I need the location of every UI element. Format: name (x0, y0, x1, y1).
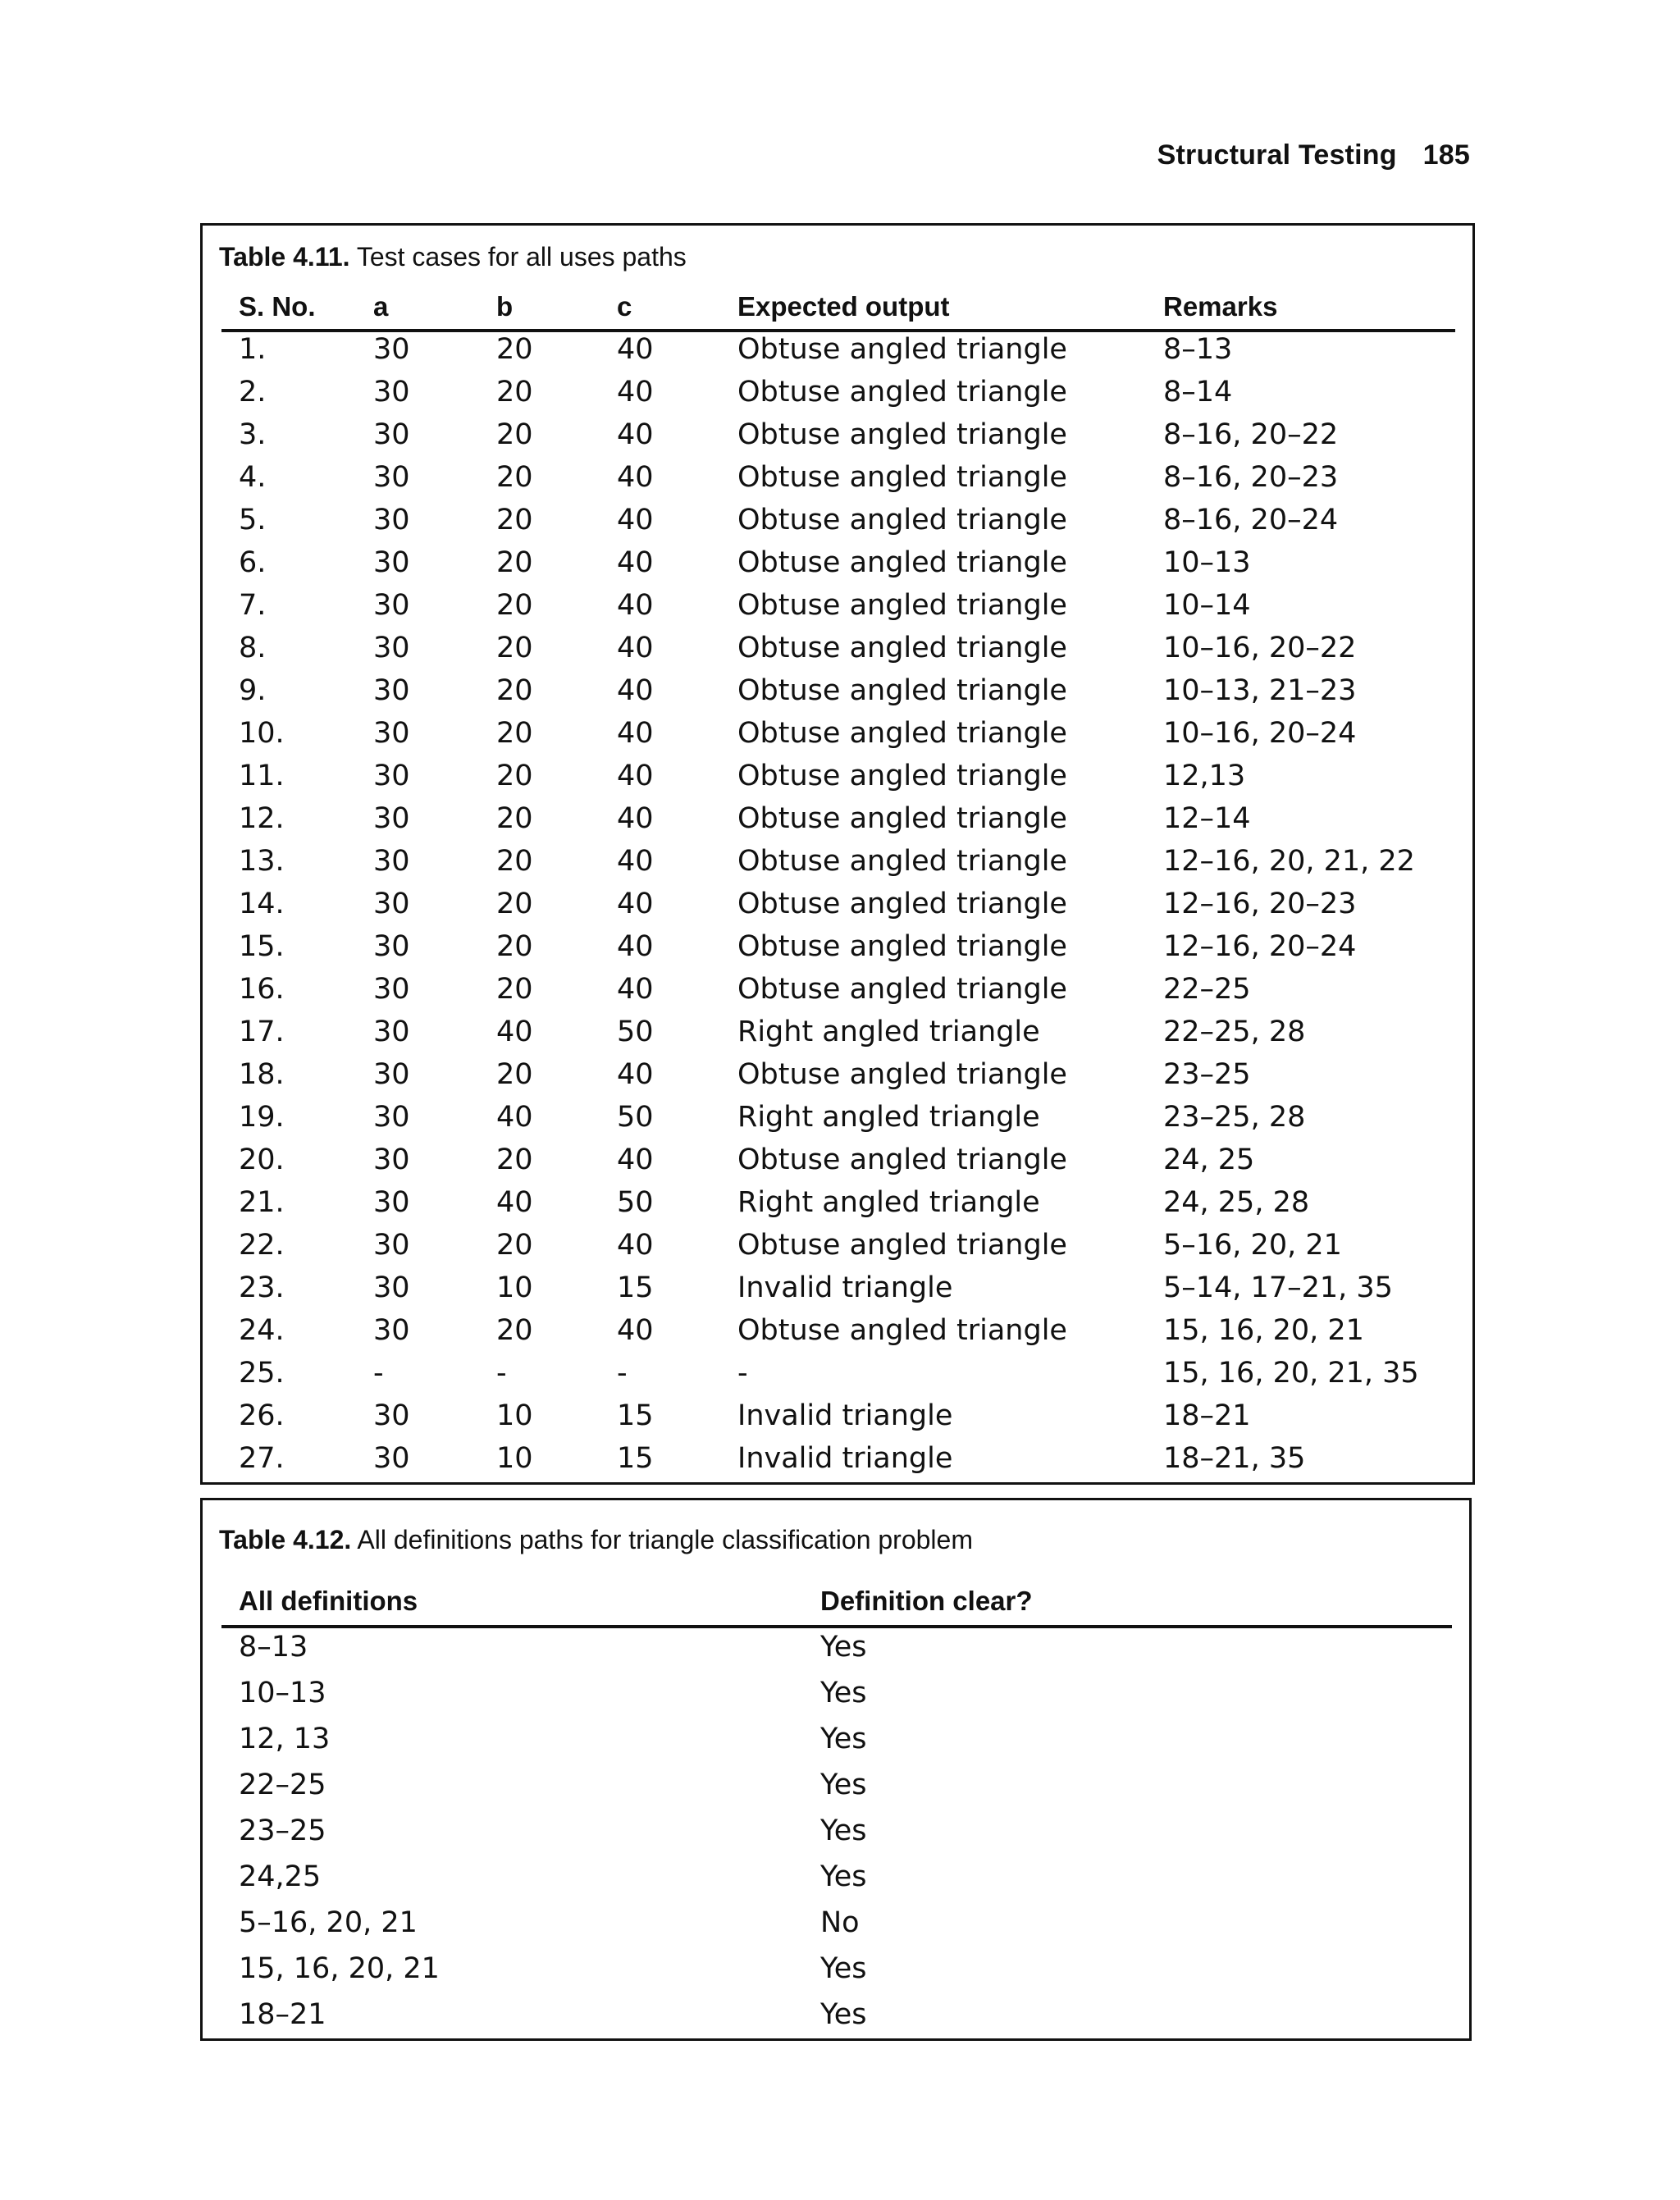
cell-s-no: 11. (239, 760, 285, 792)
cell-c: 40 (617, 802, 654, 835)
cell-a: 30 (373, 632, 410, 664)
cell-c: 40 (617, 418, 654, 451)
cell-b: 20 (496, 674, 533, 707)
table-row (203, 887, 1472, 929)
cell-a: 30 (373, 1058, 410, 1091)
cell-remarks: 10–16, 20–22 (1163, 632, 1357, 664)
cell-expected-output: Obtuse angled triangle (737, 973, 1067, 1006)
cell-b: 10 (496, 1399, 533, 1432)
table-caption (219, 242, 687, 272)
table-row (203, 545, 1472, 588)
table-row (203, 1722, 1469, 1768)
column-header-c: c (617, 291, 632, 322)
cell-b: 20 (496, 930, 533, 963)
page-number: 185 (1422, 139, 1470, 171)
cell-all-definitions: 12, 13 (239, 1723, 331, 1755)
cell-definition-clear: Yes (820, 1952, 867, 1985)
cell-remarks: 8–16, 20–23 (1163, 461, 1339, 494)
cell-b: 20 (496, 1143, 533, 1176)
cell-c: 40 (617, 1314, 654, 1347)
cell-definition-clear: Yes (820, 1860, 867, 1893)
cell-c: 40 (617, 589, 654, 622)
cell-all-definitions: 18–21 (239, 1998, 326, 2031)
column-header-s-no: S. No. (239, 291, 316, 322)
cell-expected-output: Obtuse angled triangle (737, 1229, 1067, 1262)
table-row (203, 1015, 1472, 1057)
cell-s-no: 12. (239, 802, 285, 835)
cell-c: 40 (617, 674, 654, 707)
cell-a: 30 (373, 1016, 410, 1048)
cell-b: 10 (496, 1271, 533, 1304)
header-rule (221, 1625, 1452, 1628)
cell-remarks: 24, 25, 28 (1163, 1186, 1310, 1219)
cell-b: 20 (496, 546, 533, 579)
table-row (203, 1814, 1469, 1860)
cell-expected-output: Obtuse angled triangle (737, 1058, 1067, 1091)
cell-remarks: 12–16, 20–23 (1163, 888, 1357, 920)
table-row (203, 1313, 1472, 1356)
column-header-b: b (496, 291, 514, 322)
cell-c: 15 (617, 1442, 654, 1475)
table-row (203, 1906, 1469, 1951)
cell-c: 40 (617, 1143, 654, 1176)
column-header-expected-output: Expected output (737, 291, 950, 322)
cell-expected-output: Right angled triangle (737, 1186, 1040, 1219)
cell-expected-output: Right angled triangle (737, 1016, 1040, 1048)
cell-expected-output: Invalid triangle (737, 1399, 953, 1432)
table-row (203, 503, 1472, 545)
cell-remarks: 22–25 (1163, 973, 1251, 1006)
cell-definition-clear: Yes (820, 1723, 867, 1755)
table-title: Test cases for all uses paths (356, 242, 687, 272)
cell-c: 50 (617, 1016, 654, 1048)
cell-a: 30 (373, 845, 410, 878)
cell-c: 40 (617, 1058, 654, 1091)
cell-a: 30 (373, 1271, 410, 1304)
cell-s-no: 6. (239, 546, 267, 579)
cell-b: 20 (496, 1058, 533, 1091)
cell-remarks: 23–25 (1163, 1058, 1251, 1091)
cell-c: 40 (617, 930, 654, 963)
cell-a: 30 (373, 760, 410, 792)
cell-expected-output: Obtuse angled triangle (737, 418, 1067, 451)
table-row (203, 929, 1472, 972)
cell-a: 30 (373, 376, 410, 409)
table-row (203, 375, 1472, 418)
cell-all-definitions: 8–13 (239, 1631, 308, 1664)
cell-expected-output: Obtuse angled triangle (737, 717, 1067, 750)
cell-c: 50 (617, 1186, 654, 1219)
table-row (203, 588, 1472, 631)
table-row (203, 1676, 1469, 1722)
cell-a: 30 (373, 589, 410, 622)
table-row (203, 1057, 1472, 1100)
cell-remarks: 5–14, 17–21, 35 (1163, 1271, 1393, 1304)
cell-expected-output: Obtuse angled triangle (737, 1143, 1067, 1176)
cell-remarks: 15, 16, 20, 21 (1163, 1314, 1364, 1347)
cell-s-no: 14. (239, 888, 285, 920)
cell-a: 30 (373, 1143, 410, 1176)
cell-b: 20 (496, 632, 533, 664)
cell-a: 30 (373, 674, 410, 707)
column-header-definition-clear: Definition clear? (820, 1586, 1033, 1616)
cell-a: 30 (373, 1229, 410, 1262)
cell-s-no: 19. (239, 1101, 285, 1134)
cell-expected-output: Invalid triangle (737, 1271, 953, 1304)
cell-c: 40 (617, 717, 654, 750)
cell-s-no: 4. (239, 461, 267, 494)
cell-a: 30 (373, 1314, 410, 1347)
cell-s-no: 5. (239, 504, 267, 536)
cell-c: 40 (617, 376, 654, 409)
cell-a: 30 (373, 504, 410, 536)
cell-c: 40 (617, 845, 654, 878)
cell-expected-output: Obtuse angled triangle (737, 546, 1067, 579)
cell-expected-output: Obtuse angled triangle (737, 674, 1067, 707)
table-row (203, 1399, 1472, 1441)
cell-expected-output: Obtuse angled triangle (737, 632, 1067, 664)
cell-b: 40 (496, 1101, 533, 1134)
cell-a: 30 (373, 888, 410, 920)
cell-definition-clear: Yes (820, 1769, 867, 1801)
cell-expected-output: Right angled triangle (737, 1101, 1040, 1134)
table-row (203, 716, 1472, 759)
cell-c: 50 (617, 1101, 654, 1134)
cell-b: 20 (496, 1229, 533, 1262)
table-4-12 (200, 1498, 1472, 2041)
cell-remarks: 18–21 (1163, 1399, 1251, 1432)
column-header-all-definitions: All definitions (239, 1586, 418, 1616)
cell-expected-output: Obtuse angled triangle (737, 376, 1067, 409)
cell-s-no: 21. (239, 1186, 285, 1219)
cell-a: 30 (373, 973, 410, 1006)
cell-remarks: 12–16, 20–24 (1163, 930, 1357, 963)
cell-s-no: 27. (239, 1442, 285, 1475)
cell-remarks: 10–13 (1163, 546, 1251, 579)
cell-s-no: 25. (239, 1357, 285, 1390)
cell-expected-output: Invalid triangle (737, 1442, 953, 1475)
cell-c: 40 (617, 504, 654, 536)
cell-b: 20 (496, 1314, 533, 1347)
column-header-a: a (373, 291, 389, 322)
cell-definition-clear: Yes (820, 1998, 867, 2031)
cell-c: 15 (617, 1271, 654, 1304)
cell-a: 30 (373, 1101, 410, 1134)
cell-a: 30 (373, 802, 410, 835)
cell-expected-output: Obtuse angled triangle (737, 802, 1067, 835)
cell-s-no: 1. (239, 333, 267, 366)
running-head (1157, 139, 1470, 171)
table-row (203, 1271, 1472, 1313)
cell-b: 20 (496, 845, 533, 878)
cell-s-no: 22. (239, 1229, 285, 1262)
cell-expected-output: Obtuse angled triangle (737, 333, 1067, 366)
cell-b: 40 (496, 1186, 533, 1219)
cell-definition-clear: Yes (820, 1677, 867, 1709)
table-row (203, 1951, 1469, 1997)
cell-definition-clear: Yes (820, 1814, 867, 1847)
cell-c: 40 (617, 760, 654, 792)
cell-s-no: 2. (239, 376, 267, 409)
cell-s-no: 24. (239, 1314, 285, 1347)
table-row (203, 1100, 1472, 1143)
cell-expected-output: Obtuse angled triangle (737, 930, 1067, 963)
cell-remarks: 10–13, 21–23 (1163, 674, 1357, 707)
table-row (203, 801, 1472, 844)
cell-a: 30 (373, 717, 410, 750)
cell-s-no: 13. (239, 845, 285, 878)
table-row (203, 844, 1472, 887)
cell-s-no: 8. (239, 632, 267, 664)
cell-remarks: 8–13 (1163, 333, 1233, 366)
cell-c: - (617, 1357, 628, 1390)
cell-b: 20 (496, 589, 533, 622)
cell-remarks: 5–16, 20, 21 (1163, 1229, 1342, 1262)
cell-b: 20 (496, 418, 533, 451)
cell-b: 20 (496, 717, 533, 750)
table-row (203, 1860, 1469, 1906)
cell-c: 40 (617, 1229, 654, 1262)
cell-expected-output: Obtuse angled triangle (737, 845, 1067, 878)
cell-s-no: 16. (239, 973, 285, 1006)
cell-remarks: 24, 25 (1163, 1143, 1255, 1176)
cell-b: 20 (496, 973, 533, 1006)
cell-a: - (373, 1357, 384, 1390)
cell-b: 20 (496, 504, 533, 536)
table-row (203, 460, 1472, 503)
cell-s-no: 15. (239, 930, 285, 963)
cell-s-no: 23. (239, 1271, 285, 1304)
cell-a: 30 (373, 1186, 410, 1219)
cell-remarks: 23–25, 28 (1163, 1101, 1306, 1134)
cell-definition-clear: No (820, 1906, 860, 1939)
cell-remarks: 12–14 (1163, 802, 1251, 835)
table-row (203, 673, 1472, 716)
cell-c: 40 (617, 888, 654, 920)
cell-remarks: 15, 16, 20, 21, 35 (1163, 1357, 1419, 1390)
cell-all-definitions: 24,25 (239, 1860, 322, 1893)
cell-remarks: 12–16, 20, 21, 22 (1163, 845, 1415, 878)
cell-s-no: 18. (239, 1058, 285, 1091)
cell-b: 40 (496, 1016, 533, 1048)
cell-a: 30 (373, 418, 410, 451)
cell-expected-output: Obtuse angled triangle (737, 760, 1067, 792)
table-row (203, 1441, 1472, 1484)
table-row (203, 1997, 1469, 2043)
table-row (203, 1185, 1472, 1228)
cell-c: 40 (617, 973, 654, 1006)
cell-remarks: 12,13 (1163, 760, 1246, 792)
cell-c: 40 (617, 632, 654, 664)
table-row (203, 1143, 1472, 1185)
cell-a: 30 (373, 930, 410, 963)
cell-b: 20 (496, 333, 533, 366)
section-title: Structural Testing (1157, 139, 1397, 171)
cell-s-no: 17. (239, 1016, 285, 1048)
table-row (203, 1228, 1472, 1271)
cell-all-definitions: 5–16, 20, 21 (239, 1906, 418, 1939)
cell-s-no: 10. (239, 717, 285, 750)
cell-expected-output: - (737, 1357, 748, 1390)
table-4-11 (200, 223, 1475, 1485)
table-row (203, 1768, 1469, 1814)
cell-b: 10 (496, 1442, 533, 1475)
table-row (203, 759, 1472, 801)
table-row (203, 1630, 1469, 1676)
cell-remarks: 8–16, 20–22 (1163, 418, 1339, 451)
cell-expected-output: Obtuse angled triangle (737, 589, 1067, 622)
table-row (203, 972, 1472, 1015)
cell-all-definitions: 23–25 (239, 1814, 326, 1847)
cell-expected-output: Obtuse angled triangle (737, 504, 1067, 536)
cell-s-no: 20. (239, 1143, 285, 1176)
table-row (203, 1356, 1472, 1399)
cell-c: 40 (617, 546, 654, 579)
cell-remarks: 10–14 (1163, 589, 1251, 622)
table-row (203, 631, 1472, 673)
table-label: Table 4.12. (219, 1525, 352, 1554)
cell-expected-output: Obtuse angled triangle (737, 461, 1067, 494)
cell-b: 20 (496, 461, 533, 494)
cell-remarks: 8–14 (1163, 376, 1233, 409)
cell-a: 30 (373, 1399, 410, 1432)
cell-s-no: 7. (239, 589, 267, 622)
cell-a: 30 (373, 1442, 410, 1475)
cell-c: 15 (617, 1399, 654, 1432)
table-caption (219, 1525, 973, 1555)
cell-all-definitions: 15, 16, 20, 21 (239, 1952, 440, 1985)
cell-a: 30 (373, 546, 410, 579)
cell-b: 20 (496, 802, 533, 835)
cell-s-no: 26. (239, 1399, 285, 1432)
cell-b: 20 (496, 376, 533, 409)
cell-definition-clear: Yes (820, 1631, 867, 1664)
table-row (203, 332, 1472, 375)
cell-b: 20 (496, 760, 533, 792)
cell-b: - (496, 1357, 507, 1390)
cell-s-no: 3. (239, 418, 267, 451)
cell-a: 30 (373, 461, 410, 494)
cell-expected-output: Obtuse angled triangle (737, 1314, 1067, 1347)
cell-remarks: 8–16, 20–24 (1163, 504, 1339, 536)
cell-b: 20 (496, 888, 533, 920)
cell-c: 40 (617, 333, 654, 366)
table-title: All definitions paths for triangle classification problem (357, 1525, 973, 1554)
column-header-remarks: Remarks (1163, 291, 1278, 322)
cell-expected-output: Obtuse angled triangle (737, 888, 1067, 920)
cell-s-no: 9. (239, 674, 267, 707)
cell-c: 40 (617, 461, 654, 494)
cell-remarks: 22–25, 28 (1163, 1016, 1306, 1048)
table-label: Table 4.11. (219, 242, 350, 272)
cell-remarks: 18–21, 35 (1163, 1442, 1306, 1475)
cell-remarks: 10–16, 20–24 (1163, 717, 1357, 750)
cell-a: 30 (373, 333, 410, 366)
table-row (203, 418, 1472, 460)
cell-all-definitions: 10–13 (239, 1677, 326, 1709)
cell-all-definitions: 22–25 (239, 1769, 326, 1801)
